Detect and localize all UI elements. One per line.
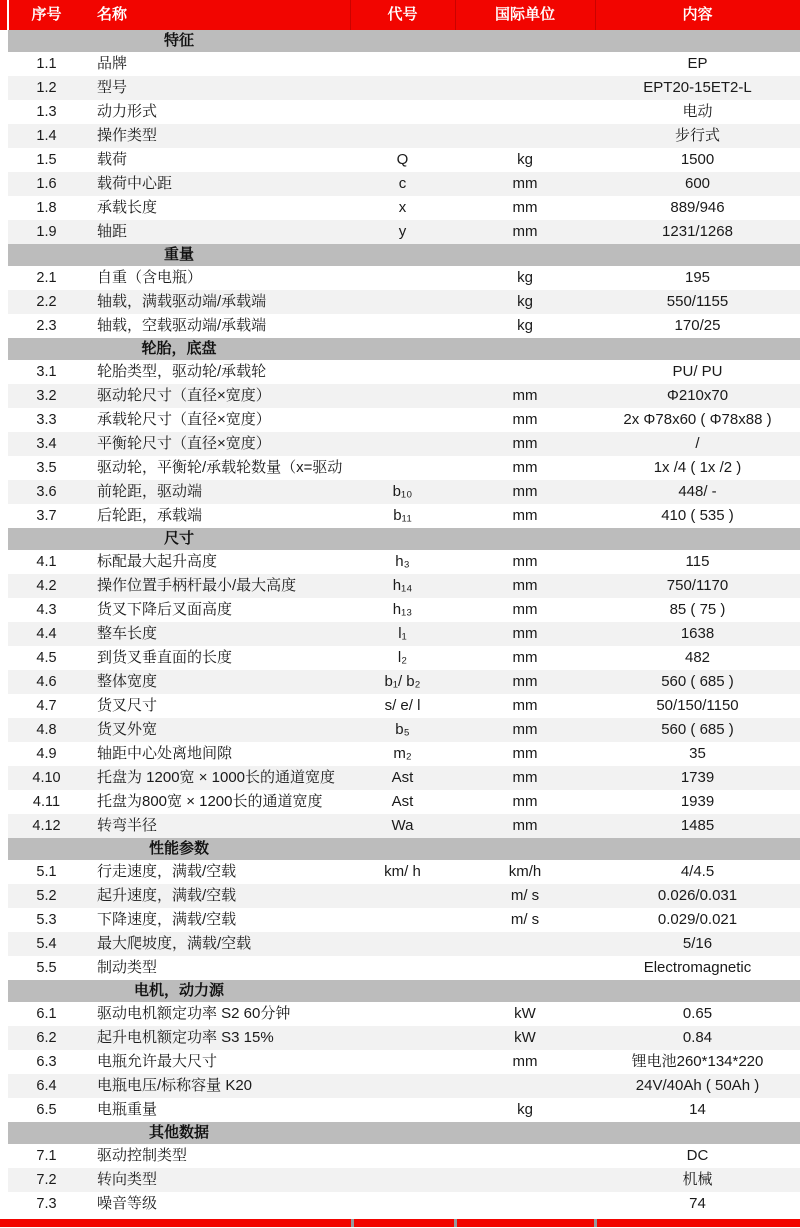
row-value: 560 ( 685 ) (661, 673, 734, 690)
row-value: 5/16 (682, 935, 713, 952)
section-rows (0, 1144, 800, 1216)
row-unit: mm (512, 601, 538, 618)
row-unit: kg (517, 317, 533, 334)
row-code: b₁₀ (392, 483, 413, 500)
row-name: 轴距 (97, 223, 128, 240)
row-name: 承载长度 (97, 199, 158, 216)
section-header-bar (8, 338, 800, 360)
row-value: 锂电池260*134*220 (631, 1053, 764, 1070)
row-code: Wa (391, 817, 414, 834)
row-number: 6.3 (36, 1054, 57, 1070)
row-unit: mm (512, 577, 538, 594)
row-unit: mm (512, 411, 538, 428)
row-name: 转弯半径 (97, 817, 158, 834)
row-value: 482 (684, 649, 711, 666)
row-code: b₅ (395, 721, 410, 738)
row-value: 0.029/0.021 (657, 911, 738, 928)
row-unit: mm (512, 223, 538, 240)
table-row (8, 646, 800, 670)
row-unit: kW (514, 1005, 536, 1022)
section-title: 电机，动力源 (133, 982, 224, 999)
row-unit: kW (514, 1029, 536, 1046)
table-row (8, 718, 800, 742)
row-value: Φ210x70 (666, 387, 729, 404)
row-value: 85 ( 75 ) (669, 601, 726, 618)
table-row (8, 1074, 800, 1098)
row-value: 0.84 (682, 1029, 713, 1046)
row-name: 轮胎类型，驱动轮/承载轮 (97, 363, 267, 380)
section-rows (0, 360, 800, 528)
section-title: 重量 (163, 246, 194, 263)
row-number: 3.2 (36, 388, 57, 404)
row-name: 承载轮尺寸（直径×宽度） (97, 411, 271, 428)
row-value: DC (686, 1147, 709, 1164)
table-row (8, 1168, 800, 1192)
row-value: 1638 (680, 625, 715, 642)
table-row (8, 504, 800, 528)
row-number: 1.5 (36, 152, 57, 168)
row-number: 7.3 (36, 1196, 57, 1212)
row-code: km/ h (384, 863, 421, 880)
column-header-no: 序号 (31, 6, 62, 23)
table-row (8, 52, 800, 76)
row-value: 50/150/1150 (656, 697, 739, 714)
row-unit: mm (512, 649, 538, 666)
row-number: 2.2 (36, 294, 57, 310)
row-name: 驱动轮，平衡轮/承载轮数量（x=驱动 (97, 459, 343, 476)
row-value: 0.026/0.031 (657, 887, 738, 904)
row-number: 6.5 (36, 1102, 57, 1118)
row-unit: mm (512, 175, 538, 192)
footer-divider (351, 1219, 354, 1227)
table-row (8, 314, 800, 338)
section-title: 其他数据 (148, 1124, 209, 1141)
table-row (8, 148, 800, 172)
section-title: 轮胎，底盘 (141, 340, 217, 357)
section-title: 特征 (163, 32, 194, 49)
row-number: 4.11 (32, 794, 61, 810)
section-header-bar (8, 30, 800, 52)
section-title: 性能参数 (148, 840, 209, 857)
footer-divider (454, 1219, 457, 1227)
row-name: 整体宽度 (97, 673, 158, 690)
row-number: 6.1 (36, 1006, 57, 1022)
row-value: EP (687, 55, 708, 72)
table-row (8, 220, 800, 244)
header-divider (350, 0, 351, 30)
row-code: h₁₄ (392, 577, 413, 594)
row-number: 3.7 (36, 508, 57, 524)
row-number: 4.8 (36, 722, 57, 738)
row-value: Electromagnetic (643, 959, 752, 976)
table-row (8, 790, 800, 814)
header-left-notch (7, 0, 9, 30)
row-name: 轴距中心处离地间隙 (97, 745, 233, 762)
row-value: 74 (689, 1195, 706, 1212)
table-row (8, 1144, 800, 1168)
table-row (8, 766, 800, 790)
row-value: 2x Φ78x60 ( Φ78x88 ) (623, 411, 772, 428)
row-number: 2.3 (36, 318, 57, 334)
section-header-bar (8, 244, 800, 266)
row-value: 550/1155 (666, 293, 729, 310)
table-row (8, 290, 800, 314)
row-name: 托盘为800宽 × 1200长的通道宽度 (97, 793, 323, 810)
table-row (8, 1002, 800, 1026)
row-name: 电瓶允许最大尺寸 (97, 1053, 218, 1070)
row-unit: mm (512, 697, 538, 714)
row-number: 1.6 (36, 176, 57, 192)
row-number: 1.4 (36, 128, 57, 144)
row-code: m₂ (393, 745, 412, 762)
row-value: PU/ PU (672, 363, 723, 380)
row-number: 4.10 (32, 770, 61, 786)
row-name: 电瓶重量 (97, 1101, 158, 1118)
row-name: 轴载，空载驱动端/承载端 (97, 317, 267, 334)
row-number: 5.3 (36, 912, 57, 928)
row-name: 到货叉垂直面的长度 (97, 649, 233, 666)
section-rows (0, 550, 800, 838)
header-divider (455, 0, 456, 30)
row-name: 载荷 (97, 151, 128, 168)
row-code: y (398, 223, 407, 240)
row-name: 行走速度，满载/空载 (97, 863, 237, 880)
column-header-unit: 国际单位 (494, 6, 555, 23)
row-unit: kg (517, 269, 533, 286)
table-row (8, 694, 800, 718)
table-row (8, 266, 800, 290)
row-name: 驱动控制类型 (97, 1147, 188, 1164)
row-name: 型号 (97, 79, 128, 96)
row-number: 2.1 (36, 270, 57, 286)
section-header-bar (8, 1122, 800, 1144)
row-value: 14 (689, 1101, 706, 1118)
row-name: 平衡轮尺寸（直径×宽度） (97, 435, 271, 452)
row-number: 4.4 (36, 626, 57, 642)
row-number: 4.12 (32, 818, 61, 834)
row-value: 1739 (680, 769, 715, 786)
table-row (8, 100, 800, 124)
row-name: 起升速度，满载/空载 (97, 887, 237, 904)
table-row (8, 1026, 800, 1050)
table-footer-bar (0, 1219, 800, 1227)
row-unit: m/ s (510, 887, 540, 904)
row-unit: mm (512, 553, 538, 570)
row-name: 托盘为 1200宽 × 1000长的通道宽度 (97, 769, 336, 786)
row-unit: mm (512, 507, 538, 524)
row-code: h₁₃ (392, 601, 413, 618)
row-unit: mm (512, 817, 538, 834)
row-name: 货叉下降后叉面高度 (97, 601, 233, 618)
row-name: 动力形式 (97, 103, 158, 120)
row-number: 1.2 (36, 80, 57, 96)
row-unit: mm (512, 199, 538, 216)
row-number: 5.2 (36, 888, 57, 904)
row-name: 自重（含电瓶） (97, 269, 203, 286)
row-code: b₁₁ (393, 507, 412, 524)
row-name: 操作类型 (97, 127, 158, 144)
row-name: 前轮距，驱动端 (97, 483, 203, 500)
row-unit: kg (517, 151, 533, 168)
table-row (8, 196, 800, 220)
row-name: 品牌 (97, 55, 128, 72)
row-unit: mm (512, 769, 538, 786)
header-divider (595, 0, 596, 30)
row-number: 6.4 (36, 1078, 57, 1094)
row-name: 载荷中心距 (97, 175, 173, 192)
row-name: 转向类型 (97, 1171, 158, 1188)
row-code: Ast (391, 793, 414, 810)
table-row (8, 480, 800, 504)
row-unit: m/ s (510, 911, 540, 928)
row-name: 下降速度，满载/空载 (97, 911, 237, 928)
table-row (8, 550, 800, 574)
row-name: 噪音等级 (97, 1195, 158, 1212)
row-number: 1.3 (36, 104, 57, 120)
row-unit: mm (512, 625, 538, 642)
row-value: 170/25 (674, 317, 721, 334)
row-code: l₁ (398, 625, 407, 642)
table-row (8, 956, 800, 980)
row-value: 35 (689, 745, 706, 762)
row-number: 4.2 (36, 578, 57, 594)
row-number: 4.6 (36, 674, 57, 690)
row-value: 600 (684, 175, 711, 192)
row-unit: mm (512, 721, 538, 738)
row-name: 后轮距，承载端 (97, 507, 203, 524)
column-header-value: 内容 (682, 6, 713, 23)
row-value: EPT20-15ET2-L (643, 79, 752, 96)
row-unit: mm (512, 483, 538, 500)
row-number: 6.2 (36, 1030, 57, 1046)
row-code: s/ e/ l (384, 697, 421, 714)
row-name: 驱动电机额定功率 S2 60分钟 (97, 1005, 291, 1022)
row-unit: mm (512, 459, 538, 476)
footer-divider (594, 1219, 597, 1227)
row-number: 3.6 (36, 484, 57, 500)
row-value: 1485 (680, 817, 715, 834)
row-code: h₃ (395, 553, 410, 570)
table-row (8, 124, 800, 148)
table-row (8, 860, 800, 884)
table-row (8, 384, 800, 408)
row-value: 889/946 (670, 199, 725, 216)
row-number: 7.1 (36, 1148, 57, 1164)
row-name: 货叉尺寸 (97, 697, 158, 714)
row-unit: kg (517, 293, 533, 310)
row-number: 4.7 (36, 698, 57, 714)
row-name: 最大爬坡度，满载/空载 (97, 935, 252, 952)
table-row (8, 432, 800, 456)
row-unit: mm (512, 387, 538, 404)
table-row (8, 622, 800, 646)
row-code: Ast (391, 769, 414, 786)
table-header-row (0, 0, 800, 30)
row-name: 起升电机额定功率 S3 15% (97, 1029, 274, 1046)
row-value: 1x /4 ( 1x /2 ) (653, 459, 742, 476)
section-rows (0, 860, 800, 980)
row-number: 1.9 (36, 224, 57, 240)
table-row (8, 598, 800, 622)
row-unit: km/h (508, 863, 542, 880)
section-header-bar (8, 838, 800, 860)
table-row (8, 1050, 800, 1074)
row-code: Q (396, 151, 409, 168)
row-value: 0.65 (682, 1005, 713, 1022)
row-value: 1500 (680, 151, 715, 168)
row-number: 5.4 (36, 936, 57, 952)
spec-table-body (0, 30, 800, 1216)
section-header-bar (8, 528, 800, 550)
row-name: 标配最大起升高度 (97, 553, 218, 570)
row-value: 1939 (680, 793, 715, 810)
row-number: 3.4 (36, 436, 57, 452)
row-unit: mm (512, 745, 538, 762)
table-row (8, 908, 800, 932)
row-unit: kg (517, 1101, 533, 1118)
row-name: 驱动轮尺寸（直径×宽度） (97, 387, 271, 404)
row-name: 整车长度 (97, 625, 158, 642)
row-name: 制动类型 (97, 959, 158, 976)
table-row (8, 574, 800, 598)
row-name: 操作位置手柄杆最小/最大高度 (97, 577, 297, 594)
row-value: 195 (684, 269, 711, 286)
row-code: b₁/ b₂ (384, 673, 421, 690)
row-value: 560 ( 685 ) (661, 721, 734, 738)
row-number: 7.2 (36, 1172, 57, 1188)
row-value: 机械 (682, 1171, 713, 1188)
row-value: 750/1170 (666, 577, 729, 594)
row-number: 4.1 (36, 554, 57, 570)
row-code: c (398, 175, 407, 192)
row-number: 1.1 (36, 56, 57, 72)
row-value: 4/4.5 (680, 863, 715, 880)
section-header-bar (8, 980, 800, 1002)
row-number: 3.1 (36, 364, 57, 380)
row-code: x (398, 199, 407, 216)
row-value: 24V/40Ah ( 50Ah ) (635, 1077, 760, 1094)
row-unit: mm (512, 435, 538, 452)
table-row (8, 1098, 800, 1122)
row-name: 电瓶电压/标称容量 K20 (97, 1077, 253, 1094)
row-value: / (695, 435, 700, 452)
column-header-code: 代号 (387, 6, 418, 23)
table-row (8, 670, 800, 694)
row-value: 410 ( 535 ) (661, 507, 734, 524)
row-number: 3.5 (36, 460, 57, 476)
row-value: 步行式 (674, 127, 720, 144)
row-name: 轴载，满载驱动端/承载端 (97, 293, 267, 310)
section-rows (0, 52, 800, 244)
row-number: 5.1 (36, 864, 57, 880)
row-number: 4.3 (36, 602, 57, 618)
row-value: 115 (685, 553, 710, 570)
row-value: 448/ - (678, 483, 717, 500)
section-title: 尺寸 (163, 530, 194, 547)
table-row (8, 884, 800, 908)
row-number: 5.5 (36, 960, 57, 976)
row-unit: mm (512, 1053, 538, 1070)
column-header-name: 名称 (97, 6, 128, 23)
table-row (8, 76, 800, 100)
table-row (8, 742, 800, 766)
table-row (8, 1192, 800, 1216)
row-number: 4.9 (36, 746, 57, 762)
row-number: 4.5 (36, 650, 57, 666)
table-row (8, 408, 800, 432)
row-value: 电动 (682, 103, 713, 120)
row-number: 1.8 (36, 200, 57, 216)
table-row (8, 172, 800, 196)
table-row (8, 932, 800, 956)
table-row (8, 456, 800, 480)
section-rows (0, 1002, 800, 1122)
section-rows (0, 266, 800, 338)
table-row (8, 360, 800, 384)
row-unit: mm (512, 793, 538, 810)
table-row (8, 814, 800, 838)
row-number: 3.3 (36, 412, 57, 428)
row-code: l₂ (397, 649, 408, 666)
row-name: 货叉外宽 (97, 721, 158, 738)
row-unit: mm (512, 673, 538, 690)
row-value: 1231/1268 (662, 223, 733, 240)
